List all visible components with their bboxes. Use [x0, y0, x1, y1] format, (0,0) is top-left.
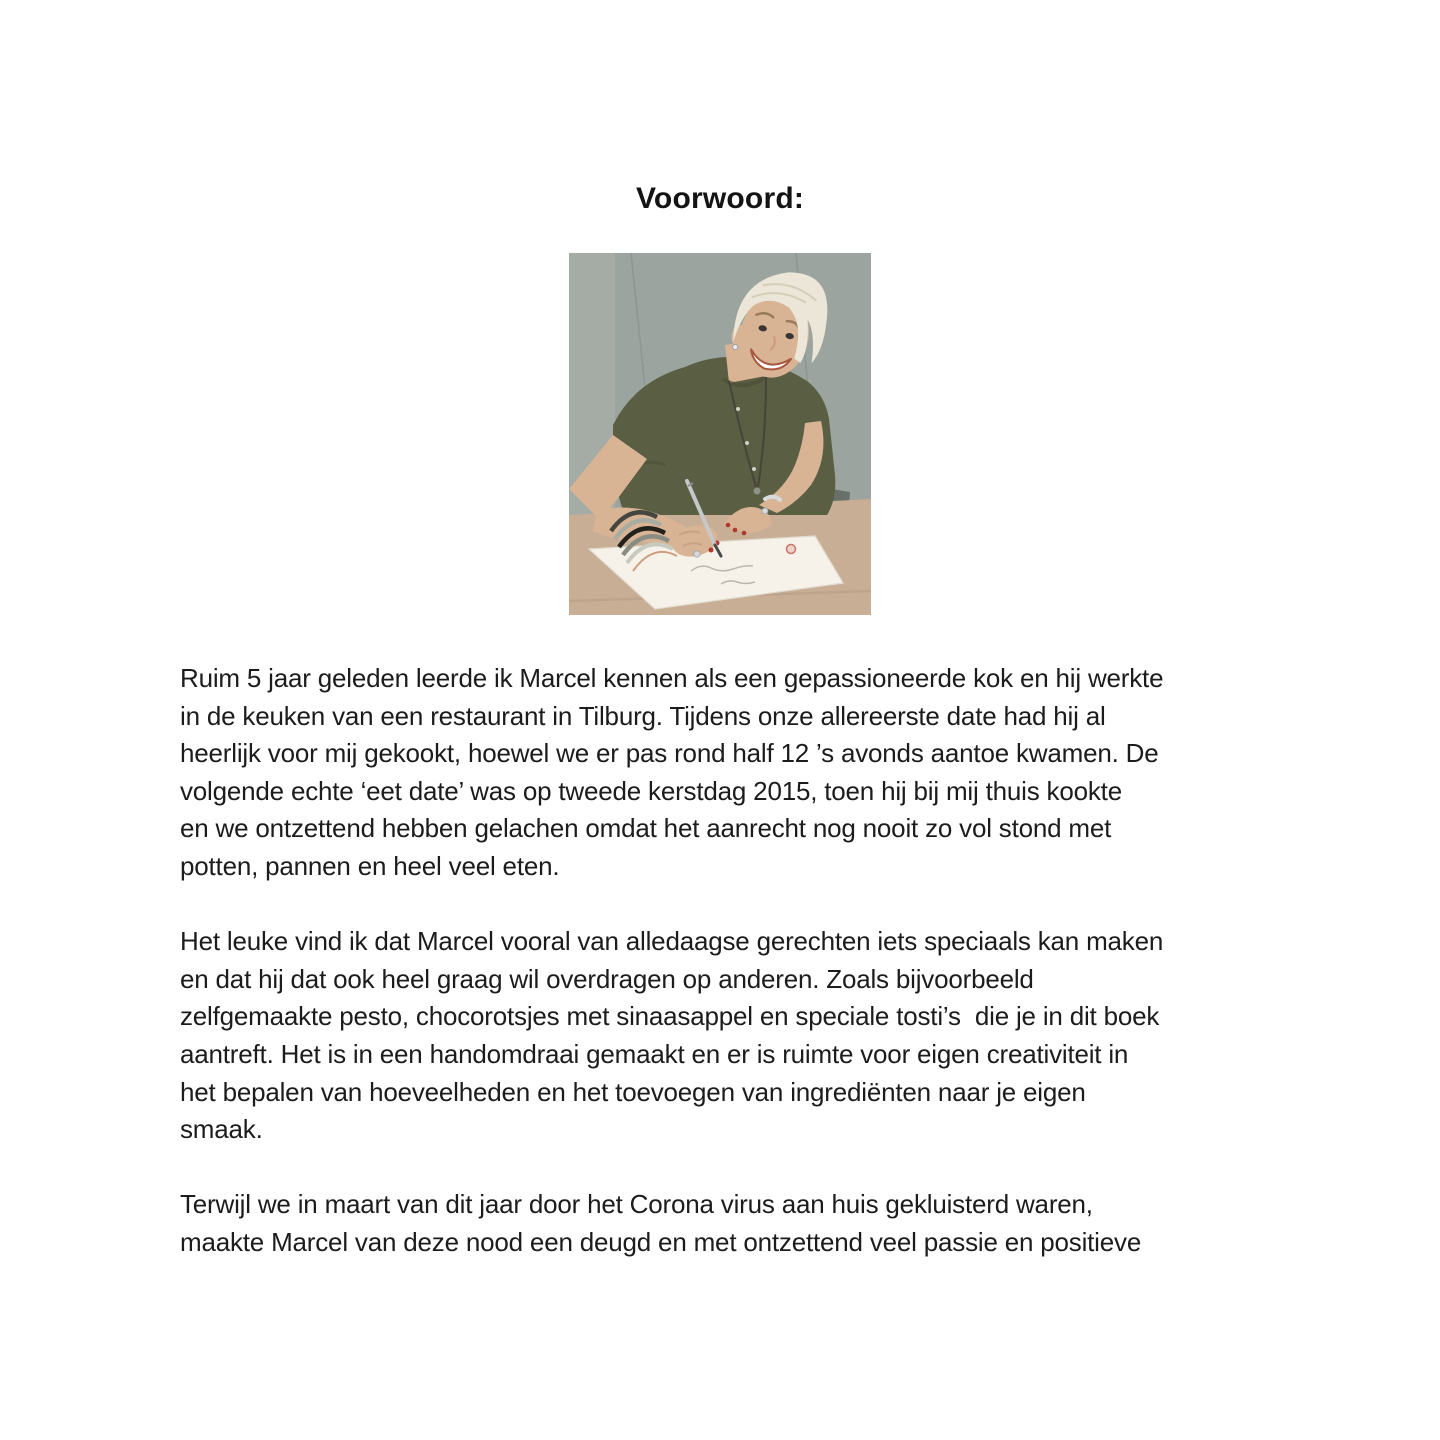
text-line: Ruim 5 jaar geleden leerde ik Marcel kennen als een gepassioneerde kok en hij werkte [180, 663, 1164, 693]
necklace-bead [736, 407, 740, 411]
text-line: zelfgemaakte pesto, chocorotsjes met sinaasappel en speciale tosti’s die je in dit boek [180, 1001, 1160, 1032]
paragraph-2 [180, 923, 1163, 1149]
text-line: het bepalen van hoeveelheden en het toevoegen van ingrediënten naar je eigen [180, 1076, 1086, 1107]
portrait-photo-illustration [569, 253, 871, 615]
text-line: Het leuke vind ik dat Marcel vooral van alledaagse gerechten iets speciaals kan maken [180, 926, 1164, 957]
text-line: potten, pannen en heel veel eten. [180, 850, 560, 881]
text-line: maakte Marcel van deze nood een deugd en met ontzettend veel passie en positieve [180, 1226, 1142, 1257]
necklace-bead [745, 441, 749, 445]
text-line: smaak. [180, 1114, 263, 1145]
red-stamp [787, 545, 796, 554]
nail [709, 548, 714, 553]
paragraph-1 [180, 660, 1163, 886]
finger-ring [762, 508, 768, 514]
nail [726, 523, 731, 528]
necklace-pendant [754, 488, 761, 495]
text-line: Terwijl we in maart van dit jaar door het Corona virus aan huis gekluisterd waren, [180, 1189, 1093, 1220]
text-line: heerlijk voor mij gekookt, hoewel we er pas rond half 12 ’s avonds aantoe kwamen. De [180, 738, 1159, 769]
body-text [180, 660, 1163, 1262]
necklace-bead [752, 467, 756, 471]
nail [742, 531, 747, 536]
text-line: en we ontzettend hebben gelachen omdat het aanrecht nog nooit zo vol stond met [180, 813, 1112, 844]
paragraph-3 [180, 1186, 1163, 1261]
text-line: en dat hij dat ook heel graag wil overdragen op anderen. Zoals bijvoorbeeld [180, 963, 1034, 994]
text-line: aantreft. Het is in een handomdraai gemaakt en er is ruimte voor eigen creativiteit in [180, 1038, 1129, 1069]
text-line: in de keuken van een restaurant in Tilburg. Tijdens onze allereerste date had hij al [180, 700, 1106, 731]
nail [733, 528, 738, 533]
text-line: volgende echte ‘eet date’ was op tweede kerstdag 2015, toen hij bij mij thuis kookte [180, 775, 1122, 806]
portrait-photo [569, 253, 871, 615]
page-title: Voorwoord: [635, 182, 805, 215]
thumb-ring [694, 551, 700, 557]
